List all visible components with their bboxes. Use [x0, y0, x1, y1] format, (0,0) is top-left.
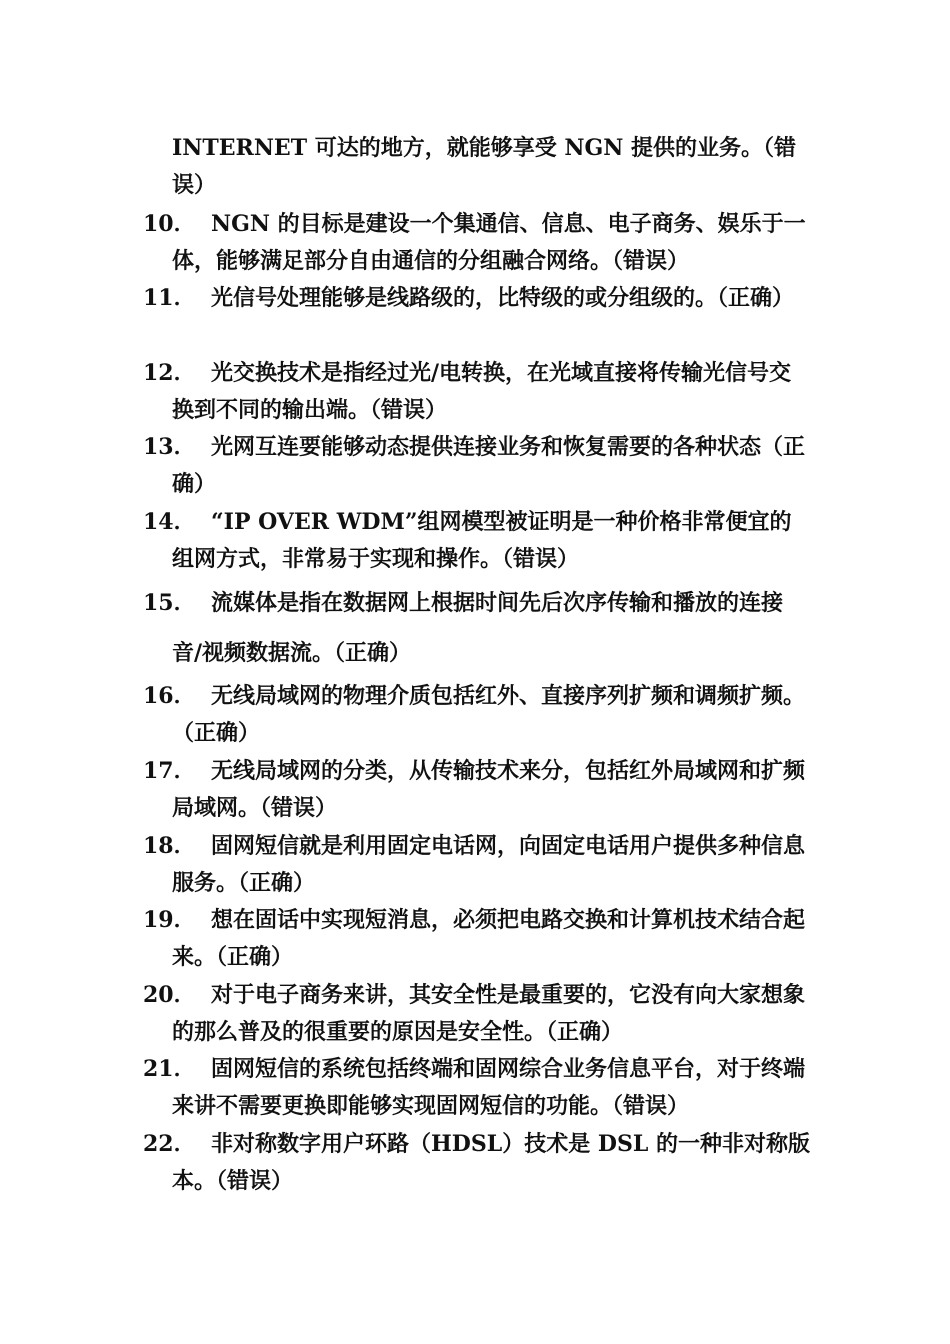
list-item — [143, 977, 813, 1051]
item-number: 20． — [143, 982, 196, 1008]
list-item — [143, 678, 813, 752]
item-number: 15． — [143, 590, 196, 616]
item-text: 光交换技术是指经过光/电转换，在光域直接将传输光信号交换到不同的输出端。（错误） — [172, 360, 792, 423]
item-number: 19． — [143, 907, 196, 933]
list-item — [143, 355, 813, 429]
continuation-paragraph: INTERNET 可达的地方，就能够享受 NGN 提供的业务。（错误） — [172, 135, 797, 198]
item-number: 10． — [143, 211, 196, 237]
item-number: 16． — [143, 683, 196, 709]
item-number: 12． — [143, 360, 196, 386]
list-item — [143, 1051, 813, 1125]
item-text: 对于电子商务来讲，其安全性是最重要的，它没有向大家想象的那么普及的很重要的原因是安全性。（正确） — [172, 982, 806, 1045]
item-number: 17． — [143, 758, 196, 784]
item-number: 21． — [143, 1056, 196, 1082]
item-text: NGN 的目标是建设一个集通信、信息、电子商务、娱乐于一体，能够满足部分自由通信的分组融合网络。（错误） — [172, 211, 806, 274]
list-item — [143, 828, 813, 902]
item-text: 流媒体是指在数据网上根据时间先后次序传输和播放的连接音/视频数据流。（正确） — [172, 590, 784, 666]
list-item — [143, 1126, 813, 1200]
item-text: 固网短信就是利用固定电话网，向固定电话用户提供多种信息服务。（正确） — [172, 833, 806, 896]
list-item — [143, 504, 813, 578]
item-text: 无线局域网的分类，从传输技术来分，包括红外局域网和扩频局域网。（错误） — [172, 758, 806, 821]
item-number: 22． — [143, 1131, 196, 1157]
list-item — [143, 753, 813, 827]
item-text: “IP OVER WDM”组网模型被证明是一种价格非常便宜的组网方式，非常易于实现和操作。（错误） — [172, 509, 792, 572]
list-item — [143, 280, 813, 317]
item-text: 光信号处理能够是线路级的，比特级的或分组级的。（正确） — [211, 285, 795, 311]
item-text: 无线局域网的物理介质包括红外、直接序列扩频和调频扩频。（正确） — [172, 683, 806, 746]
list-item — [143, 902, 813, 976]
list-item — [143, 206, 813, 280]
item-number: 13． — [143, 434, 196, 460]
item-text: 想在固话中实现短消息，必须把电路交换和计算机技术结合起来。（正确） — [172, 907, 806, 970]
list-item — [143, 429, 813, 503]
list-item — [143, 578, 813, 678]
item-number: 14． — [143, 509, 196, 535]
item-number: 11． — [143, 285, 196, 311]
item-number: 18． — [143, 833, 196, 859]
item-text: 固网短信的系统包括终端和固网综合业务信息平台，对于终端来讲不需要更换即能够实现固网短信的功能。（错误） — [172, 1056, 806, 1119]
item-text: 光网互连要能够动态提供连接业务和恢复需要的各种状态（正确） — [172, 434, 806, 497]
item-text: 非对称数字用户环路（HDSL）技术是 DSL 的一种非对称版本。（错误） — [172, 1131, 810, 1194]
